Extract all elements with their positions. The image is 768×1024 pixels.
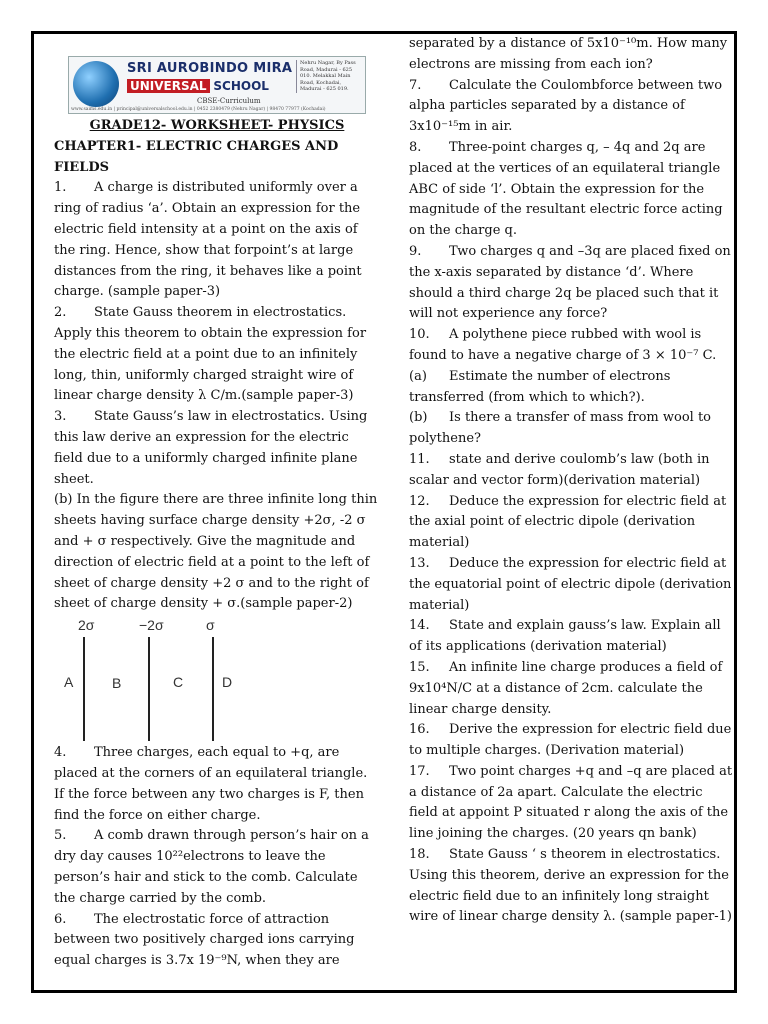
question-item (54, 910, 380, 972)
chapter-title: CHAPTER1- ELECTRIC CHARGES AND FIELDS (54, 138, 339, 175)
question-item (409, 450, 735, 492)
school-name: SRI AUROBINDO MIRA (127, 61, 293, 76)
question-item (409, 34, 735, 76)
question-item (54, 303, 380, 407)
question-text: Derive the expression for electric field due to multiple charges. (Derivation material) (409, 722, 732, 759)
question-item (409, 616, 735, 658)
question-item (409, 720, 735, 762)
left-column (54, 116, 380, 972)
region-label-c: C (173, 674, 184, 691)
question-item (54, 407, 380, 490)
question-text: separated by a distance of 5x10⁻¹⁰m. How many electrons are missing from each ion? (409, 36, 728, 72)
question-item (54, 826, 380, 909)
question-text: (b) In the figure there are three infinite long thin sheets having surface charge density +2σ, -2 σ and + σ respectively. Give the magnitude and direction of electric field at a point to the left of sheet of charge density +2 σ and to the right of sheet of charge density + σ.(sample paper-2) (54, 492, 378, 612)
question-text: Estimate the number of electrons transferred (from which to which?). (409, 368, 671, 405)
question-number: 11. (409, 451, 430, 467)
question-number: 14. (409, 618, 430, 634)
question-number: (a) (409, 368, 427, 384)
question-text: Is there a transfer of mass from wool to polythene? (409, 410, 711, 447)
question-list-left-2 (54, 743, 380, 972)
question-number: 3. (54, 409, 67, 425)
question-item (409, 762, 735, 845)
question-number: 2. (54, 305, 67, 321)
question-text: Three charges, each equal to +q, are placed at the corners of an equilateral triangle. If the force between any two charges is F, then find the force on either charge. (54, 745, 368, 823)
question-number: 12. (409, 493, 430, 509)
question-number: 17. (409, 763, 430, 779)
sheet-plate-3 (212, 637, 214, 741)
question-text: A comb drawn through person’s hair on a dry day causes 10²²electrons to leave the person’s hair and stick to the comb. Calculate the charge carried by the comb. (54, 828, 369, 906)
question-number: 15. (409, 659, 430, 675)
region-label-b: B (112, 675, 122, 692)
question-text: The electrostatic force of attraction between two positively charged ions carrying equal charges is 3.7x 19⁻⁹N, when they are (54, 911, 355, 969)
school-name-band (127, 79, 269, 93)
question-text: State Gauss ‘ s theorem in electrostatics. Using this theorem, derive an expression for the electric field due to an infinitely long straight wire of linear charge density λ. (sample paper-1) (409, 847, 732, 925)
worksheet-title: GRADE12- WORKSHEET- PHYSICS (89, 118, 345, 133)
question-number: 10. (409, 327, 430, 343)
sheet-plate-2 (148, 637, 150, 741)
question-number: 18. (409, 847, 430, 863)
question-text: Two point charges +q and –q are placed at a distance of 2a apart. Calculate the electric field at appoint P situated r along the axis of the line joining the charges. (20 years qn bank) (409, 763, 733, 842)
question-number: 13. (409, 555, 430, 571)
region-label-d: D (222, 674, 233, 691)
question-number: 9. (409, 243, 422, 259)
board-label: CBSE-Curriculum (197, 97, 261, 105)
question-item (409, 367, 735, 409)
question-number: 8. (409, 139, 422, 155)
question-list-left (54, 178, 380, 615)
question-item (54, 743, 380, 826)
question-list-right (409, 34, 735, 928)
question-item (409, 554, 735, 616)
question-item (409, 76, 735, 138)
question-text: state and derive coulomb’s law (both in scalar and vector form)(derivation material) (409, 451, 710, 488)
question-number: 16. (409, 722, 430, 738)
question-item (409, 658, 735, 720)
question-text: A polythene piece rubbed with wool is found to have a negative charge of 3 × 10⁻⁷ C. (409, 327, 717, 363)
question-text: An infinite line charge produces a field of 9x10⁴N/C at a distance of 2cm. calculate the linear charge density. (409, 659, 723, 717)
question-number: 7. (409, 77, 422, 93)
school-contact: www.saims.edu.in | principal@universalschool.edu.in | 0452 2380479 (Nehru Nagar) | 98470 77977 (Kochadai) (71, 107, 326, 112)
question-item (409, 845, 735, 928)
school-universal: UNIVERSAL (127, 79, 210, 93)
globe-icon (73, 61, 119, 107)
question-text: State and explain gauss’s law. Explain all of its applications (derivation material) (409, 618, 721, 655)
charge-label-sigma: σ (206, 617, 215, 634)
school-logo (68, 56, 366, 114)
question-text: Calculate the Coulombforce between two alpha particles separated by a distance of 3x10⁻¹⁵m in air. (409, 77, 723, 135)
question-text: A charge is distributed uniformly over a ring of radius ‘a’. Obtain an expression for the electric field intensity at a point on the axis of the ring. Hence, show that forpoint’s at large distances from the ring, it behaves like a point charge. (sample paper-3) (54, 180, 362, 300)
sheet-plate-1 (83, 637, 85, 741)
question-number: (b) (409, 410, 428, 426)
question-number: 6. (54, 911, 67, 927)
question-item (409, 408, 735, 450)
question-text: Deduce the expression for electric field at the axial point of electric dipole (derivation material) (409, 493, 727, 551)
question-text: State Gauss theorem in electrostatics. Apply this theorem to obtain the expression for the electric field at a point due to an infinitely long, thin, uniformly charged straight wire of linear charge density λ C/m.(sample paper-3) (54, 305, 367, 404)
question-number: 5. (54, 828, 67, 844)
charge-label-minus-2sigma: −2σ (139, 617, 164, 634)
school-address: Nehru Nagar, By Pass Road, Madurai - 625 010. Melakkal Main Road, Kochadai, Madurai - 625 019. (296, 60, 362, 93)
question-text: Two charges q and –3q are placed fixed on the x-axis separated by distance ‘d’. Where should a third charge 2q be placed such that it will not experience any force? (409, 243, 731, 322)
question-item (409, 242, 735, 325)
question-item (409, 325, 735, 367)
region-label-a: A (64, 674, 74, 691)
question-item (409, 492, 735, 554)
sheets-figure (54, 615, 380, 743)
charge-label-2sigma: 2σ (78, 617, 95, 634)
question-item (409, 138, 735, 242)
question-text: Three-point charges q, – 4q and 2q are placed at the vertices of an equilateral triangle ABC of side ‘l’. Obtain the expression for the magnitude of the resultant electric force acting on the charge q. (409, 139, 723, 239)
question-number: 1. (54, 180, 67, 196)
question-item (54, 178, 380, 303)
right-column (409, 34, 735, 928)
question-text: Deduce the expression for electric field at the equatorial point of electric dipole (derivation material) (409, 555, 732, 613)
question-number: 4. (54, 745, 67, 761)
school-school: SCHOOL (213, 79, 269, 93)
question-item (54, 490, 380, 615)
question-text: State Gauss’s law in electrostatics. Using this law derive an expression for the electric field due to a uniformly charged infinite plane sheet. (54, 409, 368, 487)
